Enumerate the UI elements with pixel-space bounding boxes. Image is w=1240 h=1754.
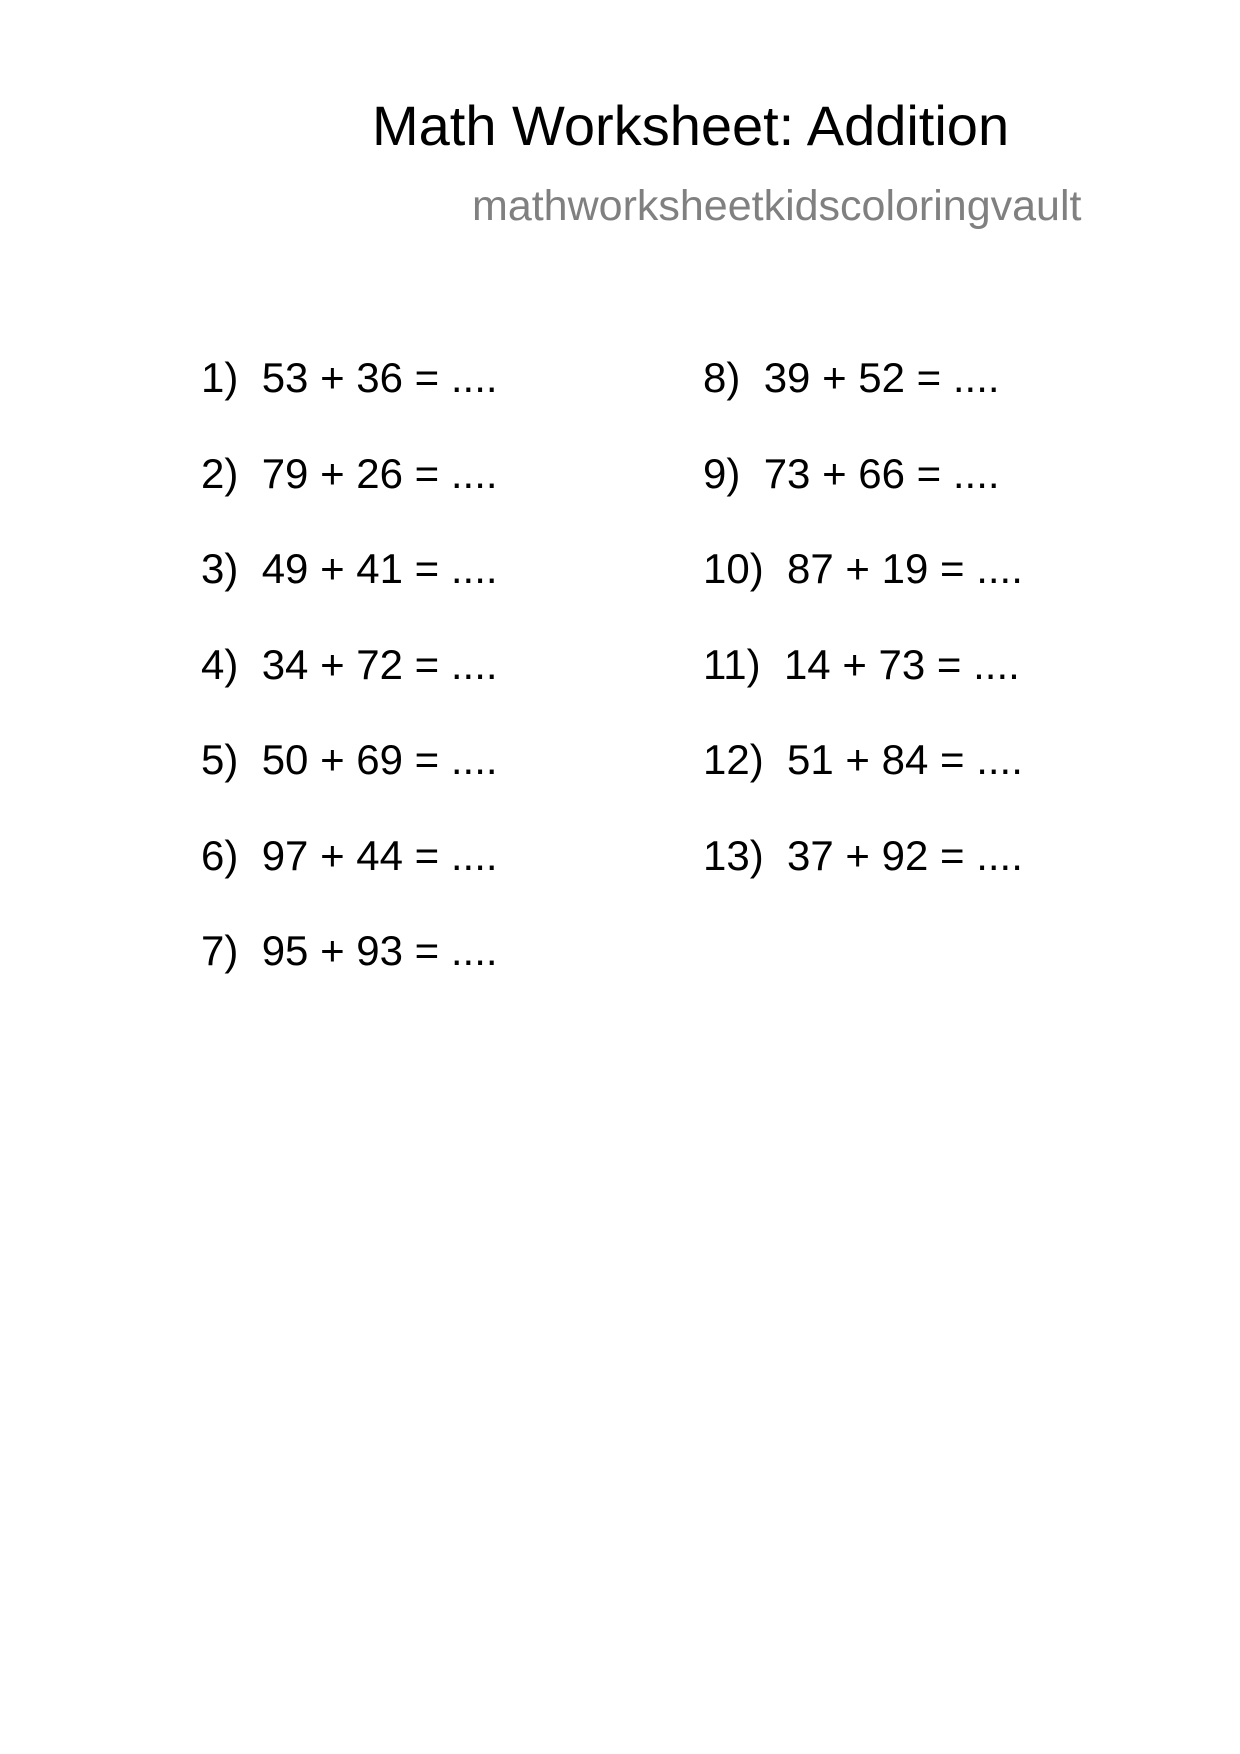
problem-item [703, 641, 1023, 737]
problem-expression: 39 + 52 = .... [763, 354, 1000, 401]
problem-item [201, 641, 498, 737]
problems-right-column [703, 354, 1023, 927]
problem-number: 3) [201, 545, 239, 592]
problem-item [703, 450, 1023, 546]
problem-item [201, 832, 498, 928]
problem-number: 5) [201, 736, 239, 783]
problem-number: 2) [201, 449, 239, 497]
problem-expression: 37 + 92 = .... [787, 831, 1023, 879]
problem-item [703, 736, 1023, 832]
problem-item [201, 927, 498, 1023]
problem-number: 11) [703, 640, 761, 688]
problem-expression: 14 + 73 = .... [783, 640, 1020, 688]
problem-expression: 49 + 41 = .... [261, 545, 498, 592]
problem-number: 12) [703, 736, 764, 783]
problem-item [703, 354, 1023, 450]
problem-expression: 34 + 72 = .... [261, 640, 498, 688]
problem-number: 10) [703, 545, 764, 592]
problem-item [201, 354, 498, 450]
problem-item [201, 545, 498, 641]
problems-left-column [201, 354, 498, 1023]
problem-expression: 97 + 44 = .... [261, 831, 498, 879]
problem-number: 13) [703, 831, 764, 879]
problem-expression: 73 + 66 = .... [763, 449, 1000, 497]
problem-expression: 51 + 84 = .... [787, 736, 1023, 783]
problem-number: 8) [703, 354, 741, 401]
problem-expression: 50 + 69 = .... [261, 736, 498, 783]
problem-number: 7) [201, 927, 239, 974]
worksheet-subtitle: mathworksheetkidscoloringvault [472, 182, 1082, 230]
problem-number: 9) [703, 449, 741, 497]
problem-expression: 53 + 36 = .... [261, 354, 498, 401]
problem-number: 4) [201, 640, 239, 688]
problem-item [703, 832, 1023, 928]
problem-expression: 87 + 19 = .... [787, 545, 1023, 592]
problem-number: 6) [201, 831, 239, 879]
problem-number: 1) [201, 354, 239, 401]
problem-expression: 95 + 93 = .... [261, 927, 498, 974]
problem-item [201, 736, 498, 832]
worksheet-title: Math Worksheet: Addition [372, 94, 1010, 157]
problem-item [703, 545, 1023, 641]
problem-expression: 79 + 26 = .... [261, 449, 498, 497]
problem-item [201, 450, 498, 546]
